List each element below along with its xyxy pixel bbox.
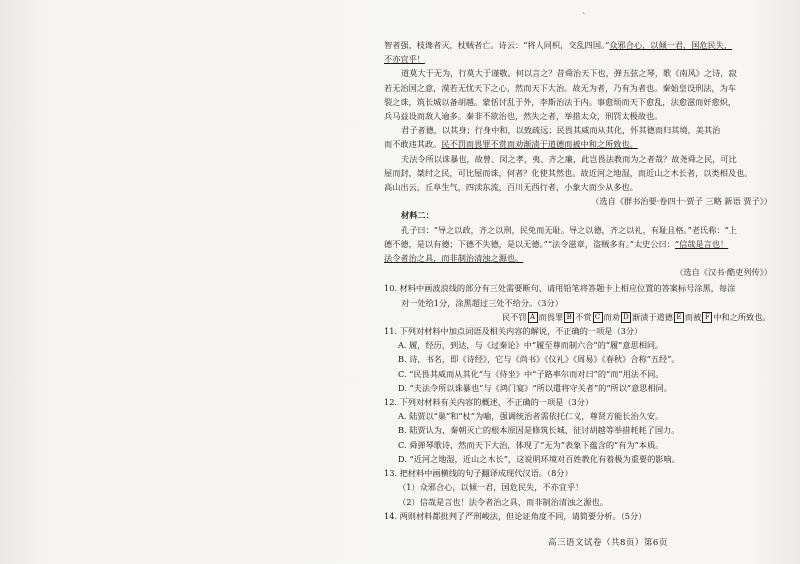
material2-source: （选自《汉书·酷吏列传》） — [675, 267, 772, 278]
answer-box-f[interactable]: F — [702, 312, 712, 323]
material2-line — [384, 251, 776, 265]
underlined-sentence-1: 众邪合心，以倾一君，国危民失， — [609, 40, 733, 50]
question-12-option-b[interactable]: B. 陆贾认为，秦朝灭亡的根本原因是修筑长城、征讨胡越等举措耗耗了国力。 — [398, 425, 680, 436]
question-11-option-a[interactable]: A. 履，经历，到达，与《过秦论》中“履至尊而制六合”的“履”意思相同。 — [398, 340, 664, 351]
question-12-option-a[interactable]: A. 陆贾以“巢”和“杖”为喻，强调统治者需依托仁义，尊贤方能长治久安。 — [398, 411, 664, 422]
underlined-sentence-2: “信哉是言也！ — [674, 238, 729, 249]
question-14-stem: 14. 两则材料都批判了严刑峻法，但论证角度不同，请简要分析。（5分） — [384, 510, 647, 521]
material1-line: 智者强，枝谗者灭，杖贼者亡。诗云：“将人同枳，交乱四国。”众邪合心，以倾一君，国危民失， — [384, 40, 733, 50]
underlined-sentence-2-end: 法令者治之具，而非制治清浊之源也。 — [384, 253, 524, 264]
material1-text: 若无治国之意，漠若无忧天下之心，然而天下大治。故无为者，乃有为者也。秦始皇设刑法，为车 — [384, 82, 737, 93]
material1-text: 道莫大于无为，行莫大于谨敬。何以言之？昔舜治天下也，弹五弦之琴，歌《南风》之诗，寂 — [401, 68, 737, 79]
material2-title: 材料二： — [401, 210, 434, 221]
question-10-stem-cont: 对一处给1分，涂黑超过三处不给分。（3分） — [401, 297, 563, 308]
answer-box-b[interactable]: B — [564, 312, 574, 323]
material2-line: 德不德，是以有德；下德不失德，是以无德。”“法令滋章，盗贼多有。”太史公曰：“信哉是言也！ — [384, 238, 729, 249]
question-13-item-1: （1）众邪合心，以倾一君，国危民失，不亦宜乎！ — [398, 482, 584, 493]
material1-source: （选自《群书治要·卷四十·贾子 三略 新语 贾子》） — [591, 196, 772, 207]
material1-text: 屋而封，桀纣之民，可比屋而诛，何者？化使其然也。故近河之地湿，而近山之木长者，以类相及也。 — [384, 167, 753, 178]
underlined-sentence-1-end: 不亦宜乎！ — [384, 54, 425, 65]
question-10-segments: 民不罚 A 而畏罪 B 不赏 C 而劝 D 渐渍于道德 E 而被 F 中和之所致也。 — [502, 311, 771, 322]
exam-content — [384, 38, 776, 523]
answer-box-e[interactable]: E — [674, 312, 684, 323]
answer-box-d[interactable]: D — [621, 312, 631, 323]
material2-text: 孔子曰：“导之以政，齐之以刑，民免而无耻。导之以德，齐之以礼，有耻且格。”老氏称：“上 — [401, 224, 737, 235]
question-11-option-d[interactable]: D. “夫法令所以诛暴也”与《鸿门宴》“所以遣将守关者”的“所以”意思相同。 — [398, 382, 673, 393]
material1-line: 而不敢违其政。民不罚而畏罪不赏而劝渐渍于道德而被中和之所致也。 — [384, 139, 638, 150]
wavy-line-passage: 民不罚而畏罪不赏而劝渐渍于道德而被中和之所致也。 — [441, 139, 638, 150]
question-13-item-2: （2）信哉是言也！法令者治之具，而非制治清浊之源也。 — [398, 496, 608, 507]
page-footer: 高三语文试卷（共8页）第6页 — [548, 538, 668, 548]
top-mark: ` — [582, 12, 586, 21]
question-10-stem: 10. 材料中画波浪线的部分有三处需要断句，请用铅笔将答题卡上相应位置的答案标号涂黑，每涂 — [384, 283, 736, 294]
question-13-stem: 13. 把材料中画横线的句子翻译成现代汉语。（8分） — [384, 468, 573, 479]
material1-text: 君子者德，以其身；行身中和，以致疏远；民畏其威而从其化，怀其德而归其境，美其治 — [401, 125, 721, 136]
question-11-stem: 11. 下列对材料中加点词语及相关内容的解说，不正确的一项是（3分） — [384, 326, 643, 337]
material1-line — [384, 52, 776, 66]
question-12-option-d[interactable]: D. “近河之地湿，近山之木长”，这说明环境对百姓教化有着极为重要的影响。 — [398, 453, 680, 464]
question-11-option-b[interactable]: B. 诗，书名，即《诗经》，它与《尚书》《仪礼》《周易》《春秋》合称“五经”。 — [398, 354, 680, 365]
question-11-option-c[interactable]: C. “民畏其威而从其化”与《侍坐》中“子路率尔而对曰”的“而”用法不同。 — [398, 368, 664, 379]
material1-text: 高山出云，丘阜生气，四渎东流，百川无西行者，小象大而少从多也。 — [384, 182, 638, 193]
question-12-stem: 12. 下列对材料有关内容的概述，不正确的一项是（3分） — [384, 397, 594, 408]
material1-text: 裂之诛，筑长城以备胡越。蒙恬讨乱于外，李斯治法于内。事愈烦而天下愈乱，法愈滋而奸愈炽， — [384, 96, 737, 107]
answer-box-a[interactable]: A — [528, 312, 538, 323]
answer-box-c[interactable]: C — [593, 312, 603, 323]
material1-text: 兵马益设而敌人逾多。秦非不欲治也，然失之者，举措太众，刑罚太极故也。 — [384, 111, 663, 122]
question-12-option-c[interactable]: C. 舜弹琴歌诗，然而天下大治，体现了“无为”表象下蕴含的“有为”本质。 — [398, 439, 664, 450]
material1-text: 夫法令所以诛暴也，故曾、闵之孝，夷、齐之廉，此岂畏法教而为之者哉？故尧舜之民，可比 — [401, 153, 737, 164]
